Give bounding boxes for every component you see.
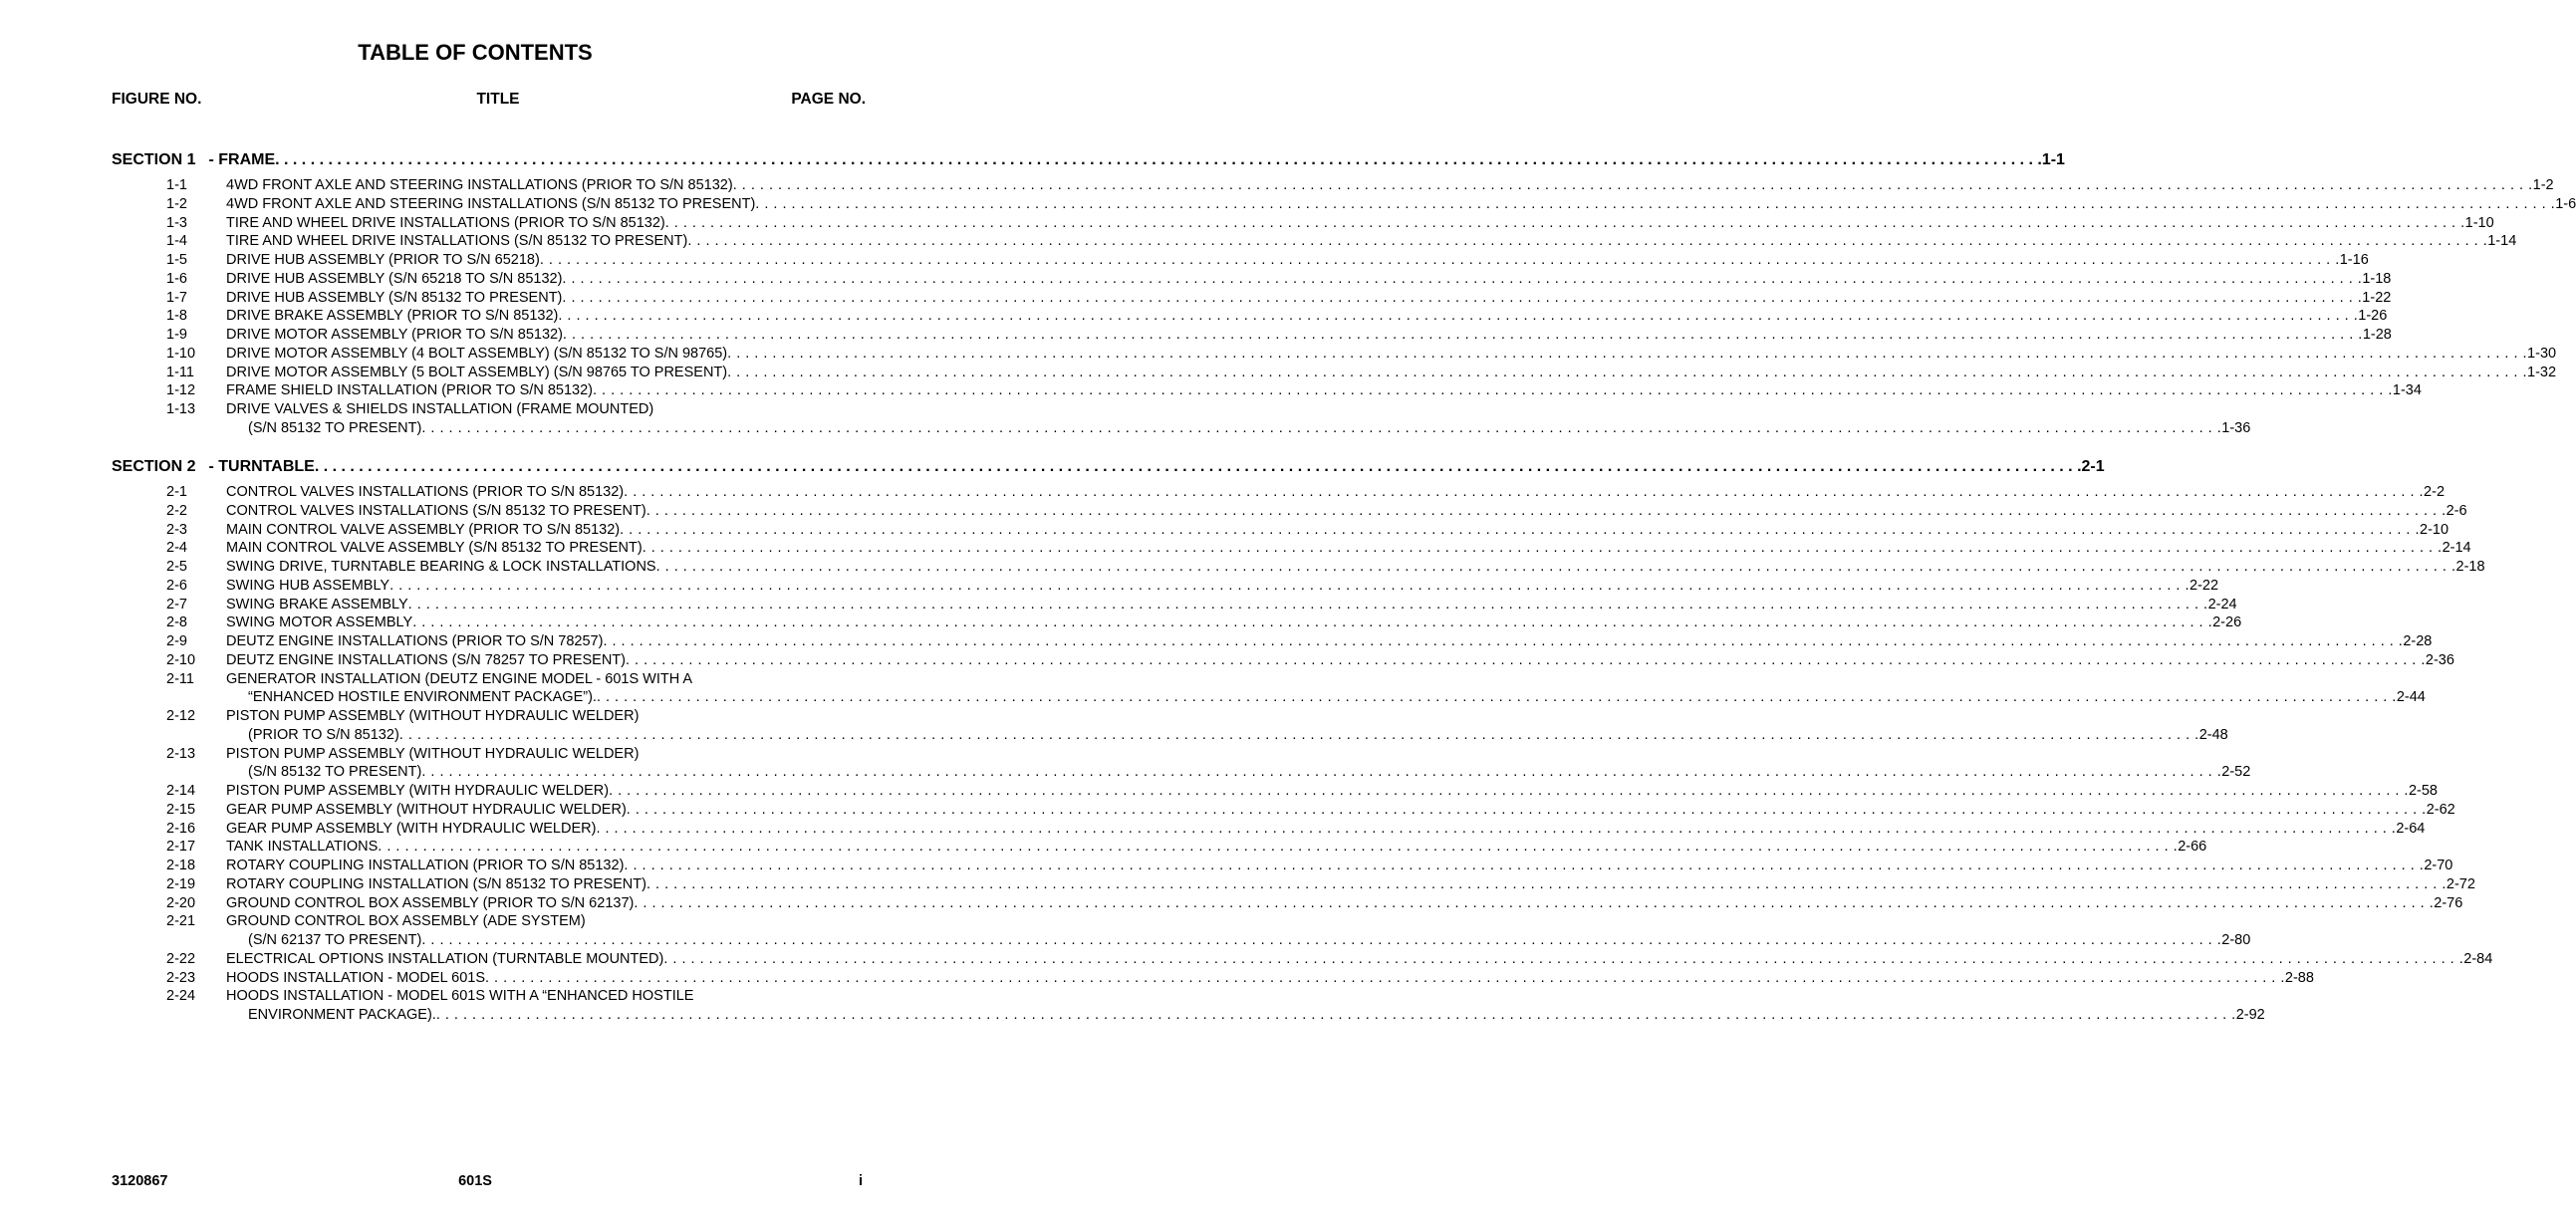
figure-number: 1-1: [166, 177, 187, 193]
dot-leader: . . . . . . . . . . . . . . . . . . . . . . . . . . . . . . . . . . . . . . . . . . . . . . . . . . . . . . . . . . . . . . . . . . . . . . . . . . . . . . . . . . . . . . . . . . . . . . . . . . . . . . . . . . . . . . . . . . . . . . . . . . . . . . . . . . . . . . . . . . . . . . . . . . . . . . . . . . . . . . . . . . . . . . . . . . . . . . . . . . . . . . . . . . . . . . . . . . . . . . . .: [624, 484, 2425, 500]
figure-number: 2-5: [166, 559, 187, 575]
figure-number: 2-20: [166, 894, 196, 911]
figure-number: 2-17: [166, 839, 196, 856]
toc-entry: [166, 401, 841, 420]
figure-title: ELECTRICAL OPTIONS INSTALLATION (TURNTABLE MOUNTED): [226, 950, 664, 967]
figure-title: GROUND CONTROL BOX ASSEMBLY (PRIOR TO S/N 62137): [226, 894, 635, 911]
figure-title: (S/N 85132 TO PRESENT): [248, 419, 422, 436]
figure-page-number: 1-30: [2527, 345, 2557, 362]
dot-leader: . . . . . . . . . . . . . . . . . . . . . . . . . . . . . . . . . . . . . . . . . . . . . . . . . . . . . . . . . . . . . . . . . . . . . . . . . . . . . . . . . . . . . . . . . . . . . . . . . . . . . . . . . . . . . . . . . . . . . . . . . . . . . . . . . . . . . . . . . . . . . . . . . . . . . . . . . . . . . . . . . . . . . . . . . . . . . . . . . . . . . . . . . . . . . . . . . . . . . . . .: [624, 858, 2425, 873]
dot-leader: . . . . . . . . . . . . . . . . . . . . . . . . . . . . . . . . . . . . . . . . . . . . . . . . . . . . . . . . . . . . . . . . . . . . . . . . . . . . . . . . . . . . . . . . . . . . . . . . . . . . . . . . . . . . . . . . . . . . . . . . . . . . . . . . . . . . . . . . . . . . . . . . . . . . . . . . . . . . . . . . . . . . . . . . . . . . . . . . . . . . . . . . . . . . . . . . . . . . . . . .: [596, 689, 2397, 706]
figure-page-number: 2-72: [2446, 875, 2475, 892]
dot-leader: . . . . . . . . . . . . . . . . . . . . . . . . . . . . . . . . . . . . . . . . . . . . . . . . . . . . . . . . . . . . . . . . . . . . . . . . . . . . . . . . . . . . . . . . . . . . . . . . . . . . . . . . . . . . . . . . . . . . . . . . . . . . . . . . . . . . . . . . . . . . . . . . . . . . . . . . . . . . . . . . . . . . . . . . . . . . . . . . . . . . . . . . . . . . . . . . . . . . . . . .: [732, 177, 2533, 193]
figure-page-number: 2-6: [2446, 502, 2467, 519]
dot-leader: . . . . . . . . . . . . . . . . . . . . . . . . . . . . . . . . . . . . . . . . . . . . . . . . . . . . . . . . . . . . . . . . . . . . . . . . . . . . . . . . . . . . . . . . . . . . . . . . . . . . . . . . . . . . . . . . . . . . . . . . . . . . . . . . . . . . . . . . . . . . . . . . . . . . . . . . . . . . . . . . . . . . . . . . . . . . . . . . . . . . . . . . . . . . . . . . . . . . . . . .: [634, 894, 2435, 911]
toc-entry: [166, 708, 841, 727]
figure-page-number: 1-6: [2555, 195, 2576, 212]
figure-number: 1-13: [166, 401, 196, 417]
figure-page-number: 1-26: [2358, 308, 2388, 325]
figure-page-number: 2-64: [2396, 820, 2426, 837]
figure-page-number: 2-88: [2284, 969, 2314, 986]
figure-number: 2-7: [166, 596, 187, 613]
figure-number: 2-19: [166, 875, 196, 892]
toc-entry: [166, 820, 2426, 840]
toc-entry: [166, 651, 2454, 671]
dot-leader: . . . . . . . . . . . . . . . . . . . . . . . . . . . . . . . . . . . . . . . . . . . . . . . . . . . . . . . . . . . . . . . . . . . . . . . . . . . . . . . . . . . . . . . . . . . . . . . . . . . . . . . . . . . . . . . . . . . . . . . . . . . . . . . . . . . . . . . . . . . . . . . . . . . . . . . . . . . . . . . . . . . . . . . . . . . . . . . . . . . . . . . . . . . . . . . . . . . . . . . .: [562, 270, 2363, 287]
toc-entry: [166, 252, 2369, 271]
figure-page-number: 2-58: [2408, 783, 2438, 799]
dot-leader: . . . . . . . . . . . . . . . . . . . . . . . . . . . . . . . . . . . . . . . . . . . . . . . . . . . . . . . . . . . . . . . . . . . . . . . . . . . . . . . . . . . . . . . . . . . . . . . . . . . . . . . . . . . . . . . . . . . . . . . . . . . . . . . . . . . . . . . . . . . . . . . . . . . . . . . . . . . . . . . . . . . . . . . . . . . . . . . . . . . . . . . . . . . . . . . . . . . . . . . .: [407, 596, 2208, 613]
dot-leader: . . . . . . . . . . . . . . . . . . . . . . . . . . . . . . . . . . . . . . . . . . . . . . . . . . . . . . . . . . . . . . . . . . . . . . . . . . . . . . . . . . . . . . . . . . . . . . . . . . . . . . . . . . . . . . . . . . . . . . . . . . . . . . . . . . . . . . . . . . . . . . . . . . . . . . . . . . . . . . . . . . . . . . . . . . . . . . . . . . . . . . . . . . . . . . . . . . . . . . . .: [603, 633, 2404, 649]
figure-page-number: 2-48: [2198, 726, 2228, 743]
figure-title: CONTROL VALVES INSTALLATIONS (PRIOR TO S/N 85132): [226, 484, 625, 500]
toc-entry: [166, 345, 2557, 365]
section-title: - FRAME: [208, 151, 276, 168]
dot-leader: . . . . . . . . . . . . . . . . . . . . . . . . . . . . . . . . . . . . . . . . . . . . . . . . . . . . . . . . . . . . . . . . . . . . . . . . . . . . . . . . . . . . . . . . . . . . . . . . . . . . . . . . . . . . . . . . . . . . . . . . . . . . . . . . . . . . . . . . . . . . . . . . . . . . . . . . . . . . . . . . . . . . . . . . . . . . . . . . . . . . . . . . . . . . . . . . . . . . . . . .: [727, 345, 2528, 362]
figure-number: 2-11: [166, 670, 194, 687]
figure-number: 1-12: [166, 382, 196, 399]
dot-leader: . . . . . . . . . . . . . . . . . . . . . . . . . . . . . . . . . . . . . . . . . . . . . . . . . . . . . . . . . . . . . . . . . . . . . . . . . . . . . . . . . . . . . . . . . . . . . . . . . . . . . . . . . . . . . . . . . . . . . . . . . . . . . . . . . . . . . . . . . . . . . . . . . . . . . . . . . . . . . . . . . . . . . . . . . . . . . . . . . . . . . . . . . . . . . . . . . . . . . . . .: [562, 327, 2363, 343]
figure-number: 2-3: [166, 521, 187, 538]
figure-title: (PRIOR TO S/N 85132): [248, 726, 399, 743]
toc-entry: [166, 214, 2494, 234]
dot-leader: . . . . . . . . . . . . . . . . . . . . . . . . . . . . . . . . . . . . . . . . . . . . . . . . . . . . . . . . . . . . . . . . . . . . . . . . . . . . . . . . . . . . . . . . . . . . . . . . . . . . . . . . . . . . . . . . . . . . . . . . . . . . . . . . . . . . . . . . . . . . . . . . . . . . . . . . . . . . . . . . . . . . . . . . . . . . . . . . . . . . . . . . . . . . . . . . . . . . . . . .: [562, 289, 2363, 306]
section-page-number: 2-1: [2081, 458, 2105, 475]
figure-title: HOODS INSTALLATION - MODEL 601S WITH A “ENHANCED HOSTILE: [226, 988, 694, 1005]
figure-number: 1-5: [166, 252, 187, 268]
figure-title: 4WD FRONT AXLE AND STEERING INSTALLATIONS (PRIOR TO S/N 85132): [226, 177, 733, 193]
figure-title: “ENHANCED HOSTILE ENVIRONMENT PACKAGE”).: [248, 689, 597, 706]
figure-title: DRIVE MOTOR ASSEMBLY (5 BOLT ASSEMBLY) (S/N 98765 TO PRESENT): [226, 364, 728, 380]
figure-number: 2-22: [166, 950, 196, 967]
figure-page-number: 2-24: [2207, 596, 2237, 613]
figure-number: 2-6: [166, 577, 187, 594]
dot-leader: . . . . . . . . . . . . . . . . . . . . . . . . . . . . . . . . . . . . . . . . . . . . . . . . . . . . . . . . . . . . . . . . . . . . . . . . . . . . . . . . . . . . . . . . . . . . . . . . . . . . . . . . . . . . . . . . . . . . . . . . . . . . . . . . . . . . . . . . . . . . . . . . . . . . . . . . . . . . . . . . . . . . . . . . . . . . . . . . . . . . . . . . . . . . . . . . . . . . . . . .: [421, 932, 2222, 948]
figure-page-number: 1-16: [2339, 252, 2369, 268]
figure-page-number: 2-18: [2455, 559, 2485, 575]
figure-title: PISTON PUMP ASSEMBLY (WITH HYDRAULIC WELDER): [226, 783, 610, 799]
figure-title: (S/N 62137 TO PRESENT): [248, 932, 422, 948]
figure-number: 2-14: [166, 783, 196, 799]
figure-title: DRIVE HUB ASSEMBLY (PRIOR TO S/N 65218): [226, 252, 540, 268]
toc-entry: [166, 783, 2438, 802]
toc-entry: [166, 801, 2455, 821]
dot-leader: . . . . . . . . . . . . . . . . . . . . . . . . . . . . . . . . . . . . . . . . . . . . . . . . . . . . . . . . . . . . . . . . . . . . . . . . . . . . . . . . . . . . . . . . . . . . . . . . . . . . . . . . . . . . . . . . . . . . . . . . . . . . . . . . . . . . . . . . . . . . . . . . . . . . . . . . . . . . . . . . . . . . . . . . . . . . . . . . . . . . . . . . . . . . . . . . . . . . . . . .: [645, 502, 2447, 519]
figure-page-number: 2-2: [2424, 484, 2446, 500]
toc-entry: [166, 382, 2422, 401]
toc-entry: [166, 502, 2467, 522]
figure-number: 2-12: [166, 708, 196, 724]
figure-title: ROTARY COUPLING INSTALLATION (S/N 85132 TO PRESENT): [226, 875, 646, 892]
figure-title: TIRE AND WHEEL DRIVE INSTALLATIONS (PRIOR TO S/N 85132): [226, 214, 665, 231]
toc-entry: [166, 671, 841, 690]
figure-number: 2-13: [166, 745, 196, 762]
figure-title: DRIVE MOTOR ASSEMBLY (PRIOR TO S/N 85132): [226, 327, 563, 343]
dot-leader: . . . . . . . . . . . . . . . . . . . . . . . . . . . . . . . . . . . . . . . . . . . . . . . . . . . . . . . . . . . . . . . . . . . . . . . . . . . . . . . . . . . . . . . . . . . . . . . . . . . . . . . . . . . . . . . . . . . . . . . . . . . . . . . . . . . . . . . . . . . . . . . . . . . . . . . . . . . . . . . . . . . . . . . . . . . . . . . . . . . . . . . . . . . . . . . . . . . . . . . .: [435, 1007, 2236, 1023]
figure-title: ROTARY COUPLING INSTALLATION (PRIOR TO S/N 85132): [226, 858, 625, 873]
dot-leader: . . . . . . . . . . . . . . . . . . . . . . . . . . . . . . . . . . . . . . . . . . . . . . . . . . . . . . . . . . . . . . . . . . . . . . . . . . . . . . . . . . . . . . . . . . . . . . . . . . . . . . . . . . . . . . . . . . . . . . . . . . . . . . . . . . . . . . . . . . . . . . . . . . . . . . . . . . . . . . . . . . . . . . . . . . . . . . . . . . . . . . . . . . . . . . . . . . . . . . . .: [378, 839, 2179, 856]
figure-number: 1-7: [166, 289, 187, 306]
figure-number: 2-21: [166, 913, 196, 930]
figure-title: DEUTZ ENGINE INSTALLATIONS (S/N 78257 TO PRESENT): [226, 651, 626, 668]
toc-entry: [166, 540, 2471, 559]
figure-number: 1-2: [166, 195, 187, 212]
toc-entry: [166, 327, 2392, 346]
dot-leader: . . . . . . . . . . . . . . . . . . . . . . . . . . . . . . . . . . . . . . . . . . . . . . . . . . . . . . . . . . . . . . . . . . . . . . . . . . . . . . . . . . . . . . . . . . . . . . . . . . . . . . . . . . . . . . . . . . . . . . . . . . . . . . . . . . . . . . . . . . . . . . . . . . . . . . . . . . . . . . . . . . . . . . . . . . . . . . . . . . . . . . . . . . . . . . . . . . . . . . . .: [626, 801, 2427, 818]
figure-number: 2-8: [166, 615, 187, 631]
figure-page-number: 1-10: [2464, 214, 2494, 231]
toc-entry: [166, 839, 2207, 858]
footer-document-number: 3120867: [112, 1173, 168, 1189]
toc-entry: [166, 289, 2392, 309]
figure-title: TANK INSTALLATIONS: [226, 839, 379, 856]
figure-title: SWING MOTOR ASSEMBLY: [226, 615, 413, 631]
toc-entry: [166, 419, 2251, 439]
dot-leader: . . . . . . . . . . . . . . . . . . . . . . . . . . . . . . . . . . . . . . . . . . . . . . . . . . . . . . . . . . . . . . . . . . . . . . . . . . . . . . . . . . . . . . . . . . . . . . . . . . . . . . . . . . . . . . . . . . . . . . . . . . . . . . . . . . . . . . . . . . . . . . . . . . . . . . . . . . . . . . . . . . . . . . . . . . . . . . . . . . . . . . . . . . . . . . . . . . . . . . . .: [421, 764, 2222, 781]
toc-entry: [166, 726, 2228, 746]
figure-page-number: 2-80: [2221, 932, 2251, 948]
dot-leader: . . . . . . . . . . . . . . . . . . . . . . . . . . . . . . . . . . . . . . . . . . . . . . . . . . . . . . . . . . . . . . . . . . . . . . . . . . . . . . . . . . . . . . . . . . . . . . . . . . . . . . . . . . . . . . . . . . . . . . . . . . . . . . . . . . . . . . . . . . . . . . . . . . . . . . . . . . . . . . . . . . . . . . . . . . . . . . . . . . . . . . . . . . . . . . . . . . . . . . . .: [626, 651, 2426, 668]
footer-model: 601S: [458, 1173, 492, 1189]
figure-page-number: 2-76: [2434, 894, 2463, 911]
toc-entry: [166, 988, 841, 1007]
dot-leader: . . . . . . . . . . . . . . . . . . . . . . . . . . . . . . . . . . . . . . . . . . . . . . . . . . . . . . . . . . . . . . . . . . . . . . . . . . . . . . . . . . . . . . . . . . . . . . . . . . . . . . . . . . . . . . . . . . . . . . . . . . . . . . . . . . . . . . . . . . . . . . . . . . . . . . . . . . . . . . . . . . . . . . . . . . . . . . . . . . . . . . . . . . . . . . . . . . . . . . . .: [664, 214, 2465, 231]
toc-entry: [166, 177, 2554, 196]
toc-entry: [166, 950, 2493, 970]
figure-title: SWING HUB ASSEMBLY: [226, 577, 390, 594]
figure-page-number: 1-28: [2362, 327, 2392, 343]
toc-entry: [166, 308, 2388, 327]
figure-page-number: 1-18: [2362, 270, 2392, 287]
figure-page-number: 2-22: [2190, 577, 2219, 594]
figure-page-number: 2-92: [2235, 1007, 2265, 1023]
toc-entry: [166, 932, 2251, 951]
figure-number: 1-8: [166, 308, 187, 325]
toc-entry: [166, 913, 841, 932]
dot-leader: . . . . . . . . . . . . . . . . . . . . . . . . . . . . . . . . . . . . . . . . . . . . . . . . . . . . . . . . . . . . . . . . . . . . . . . . . . . . . . . . . . . . . . . . . . . . . . . . . . . . . . . . . . . . . . . . . . . . . . . . . . . . . . . . . . . . . . . . . . . . . . . . . . . . . . . . . . . . . . . . . . . . . . . . . . . . . . . . . . . . . . . . . . . . . . . . . . . . . . . .: [596, 820, 2397, 837]
figure-page-number: 1-14: [2487, 233, 2517, 250]
dot-leader: . . . . . . . . . . . . . . . . . . . . . . . . . . . . . . . . . . . . . . . . . . . . . . . . . . . . . . . . . . . . . . . . . . . . . . . . . . . . . . . . . . . . . . . . . . . . . . . . . . . . . . . . . . . . . . . . . . . . . . . . . . . . . . . . . . . . . . . . . . . . . . . . . . . . . . . . . . . . . . . . . . . . . . . . . . . . . . . . . . . . . . . . . . . . . . . . . . . . . . . .: [412, 615, 2213, 631]
dot-leader: . . . . . . . . . . . . . . . . . . . . . . . . . . . . . . . . . . . . . . . . . . . . . . . . . . . . . . . . . . . . . . . . . . . . . . . . . . . . . . . . . . . . . . . . . . . . . . . . . . . . . . . . . . . . . . . . . . . . . . . . . . . . . . . . . . . . . . . . . . . . . . . . . . . . . . . . . . . . . . . . . . . . . . . . . . . . . . . . . . . . . . . . . . . . . . . . . . . . . . . .: [727, 364, 2528, 380]
toc-entry: [166, 875, 2475, 895]
figure-page-number: 1-22: [2362, 289, 2392, 306]
toc-entry: [166, 577, 2219, 597]
figure-page-number: 1-34: [2392, 382, 2422, 399]
figure-title: SWING DRIVE, TURNTABLE BEARING & LOCK INSTALLATIONS: [226, 559, 656, 575]
column-header-title: TITLE: [476, 91, 520, 108]
toc-entry: [166, 1007, 2265, 1026]
section-page-number: 1-1: [2041, 151, 2065, 168]
page-title: TABLE OF CONTENTS: [358, 40, 593, 65]
figure-title: PISTON PUMP ASSEMBLY (WITHOUT HYDRAULIC WELDER): [226, 745, 640, 762]
figure-title: ENVIRONMENT PACKAGE).: [248, 1007, 436, 1023]
figure-title: DRIVE VALVES & SHIELDS INSTALLATION (FRAME MOUNTED): [226, 401, 654, 417]
toc-entry: [166, 615, 2242, 633]
column-header-figure-no: FIGURE NO.: [112, 91, 202, 108]
dot-leader: . . . . . . . . . . . . . . . . . . . . . . . . . . . . . . . . . . . . . . . . . . . . . . . . . . . . . . . . . . . . . . . . . . . . . . . . . . . . . . . . . . . . . . . . . . . . . . . . . . . . . . . . . . . . . . . . . . . . . . . . . . . . . . . . . . . . . . . . . . . . . . . . . . . . . . . . . . . . . . . . . . . . . . . . . . . . . . . . . . . . . . . . . . . . . . . . . . . . . . . .: [609, 783, 2409, 799]
figure-title: 4WD FRONT AXLE AND STEERING INSTALLATIONS (S/N 85132 TO PRESENT): [226, 195, 756, 212]
figure-number: 2-1: [166, 484, 187, 500]
dot-leader: . . . . . . . . . . . . . . . . . . . . . . . . . . . . . . . . . . . . . . . . . . . . . . . . . . . . . . . . . . . . . . . . . . . . . . . . . . . . . . . . . . . . . . . . . . . . . . . . . . . . . . . . . . . . . . . . . . . . . . . . . . . . . . . . . . . . . . . . . . . . . . . . . . . . . . . . . . . . . . . . . . . . . . . . . . . . . . . . . . . . . . . . . . . . . . . . . . . . . . . .: [421, 419, 2222, 436]
figure-number: 2-23: [166, 969, 196, 986]
dot-leader: . . . . . . . . . . . . . . . . . . . . . . . . . . . . . . . . . . . . . . . . . . . . . . . . . . . . . . . . . . . . . . . . . . . . . . . . . . . . . . . . . . . . . . . . . . . . . . . . . . . . . . . . . . . . . . . . . . . . . . . . . . . . . . . . . . . . . . . . . . . . . . . . . . . . . . . . . . . . . . . . . . . . . . . . . . . . . . . . . . . . . . . . . . . . . . . . . . . . . . . .: [642, 540, 2443, 557]
toc-entry: [166, 596, 2237, 615]
figure-title: GEAR PUMP ASSEMBLY (WITH HYDRAULIC WELDER): [226, 820, 597, 837]
toc-entry: [166, 364, 2557, 383]
figure-page-number: 2-36: [2425, 651, 2454, 668]
figure-number: 2-18: [166, 858, 196, 873]
figure-number: 2-10: [166, 651, 196, 668]
figure-title: DRIVE HUB ASSEMBLY (S/N 85132 TO PRESENT): [226, 289, 563, 306]
toc-entry: [166, 689, 2426, 708]
figure-number: 1-11: [166, 364, 194, 380]
figure-page-number: 2-14: [2442, 540, 2471, 557]
dot-leader: . . . . . . . . . . . . . . . . . . . . . . . . . . . . . . . . . . . . . . . . . . . . . . . . . . . . . . . . . . . . . . . . . . . . . . . . . . . . . . . . . . . . . . . . . . . . . . . . . . . . . . . . . . . . . . . . . . . . . . . . . . . . . . . . . . . . . . . . . . . . . . . . . . . . . . . . . . . . . . . . . . . . . . . . . . . . . . . . . . . . . . . . . . . . . . . . . . . . . . . .: [663, 950, 2464, 967]
figure-page-number: 2-66: [2178, 839, 2207, 856]
section-heading: [112, 151, 2065, 173]
figure-number: 2-24: [166, 988, 196, 1005]
toc-entry: [166, 521, 2449, 541]
section-label: SECTION 1: [112, 151, 196, 168]
figure-page-number: 2-52: [2221, 764, 2251, 781]
figure-number: 1-9: [166, 327, 187, 343]
figure-number: 1-3: [166, 214, 187, 231]
toc-entry: [166, 746, 841, 765]
section-title: - TURNTABLE: [208, 458, 315, 475]
footer-page-number: i: [858, 1173, 863, 1189]
section-heading: [112, 458, 2105, 480]
figure-page-number: 1-2: [2532, 177, 2554, 193]
toc-entry: [166, 559, 2485, 578]
figure-number: 1-10: [166, 345, 196, 362]
toc-entry: [166, 633, 2433, 652]
toc-entry: [166, 764, 2251, 783]
toc-entry: [166, 233, 2517, 252]
figure-title: DRIVE MOTOR ASSEMBLY (4 BOLT ASSEMBLY) (S/N 85132 TO S/N 98765): [226, 345, 728, 362]
figure-title: DEUTZ ENGINE INSTALLATIONS (PRIOR TO S/N 78257): [226, 633, 604, 649]
figure-title: FRAME SHIELD INSTALLATION (PRIOR TO S/N 85132): [226, 382, 593, 399]
toc-entry: [166, 969, 2314, 989]
figure-page-number: 2-62: [2426, 801, 2455, 818]
figure-page-number: 1-32: [2527, 364, 2557, 380]
figure-page-number: 2-26: [2212, 615, 2242, 631]
figure-number: 2-2: [166, 502, 187, 519]
figure-title: GEAR PUMP ASSEMBLY (WITHOUT HYDRAULIC WELDER): [226, 801, 627, 818]
column-header-page-no: PAGE NO.: [791, 91, 866, 108]
dot-leader: . . . . . . . . . . . . . . . . . . . . . . . . . . . . . . . . . . . . . . . . . . . . . . . . . . . . . . . . . . . . . . . . . . . . . . . . . . . . . . . . . . . . . . . . . . . . . . . . . . . . . . . . . . . . . . . . . . . . . . . . . . . . . . . . . . . . . . . . . . . . . . . . . . . . . . . . . . . . . . . . . . . . . . . . . . . . . . . . . . . . . . . . . . . . . . . . . . . . . . . .: [485, 969, 2285, 986]
figure-title: (S/N 85132 TO PRESENT): [248, 764, 422, 781]
figure-page-number: 2-10: [2420, 521, 2449, 538]
section-label: SECTION 2: [112, 458, 196, 475]
figure-title: SWING BRAKE ASSEMBLY: [226, 596, 408, 613]
dot-leader: . . . . . . . . . . . . . . . . . . . . . . . . . . . . . . . . . . . . . . . . . . . . . . . . . . . . . . . . . . . . . . . . . . . . . . . . . . . . . . . . . . . . . . . . . . . . . . . . . . . . . . . . . . . . . . . . . . . . . . . . . . . . . . . . . . . . . . . . . . . . . . . . . . . . . . . . . . . . . . . . . . . . . . . . . . . . . . . . . . . . . . . . . . . . . . . . . . . . . . . .: [645, 875, 2447, 892]
dot-leader: . . . . . . . . . . . . . . . . . . . . . . . . . . . . . . . . . . . . . . . . . . . . . . . . . . . . . . . . . . . . . . . . . . . . . . . . . . . . . . . . . . . . . . . . . . . . . . . . . . . . . . . . . . . . . . . . . . . . . . . . . . . . . . . . . . . . . . . . . . . . . . . . . . . . . . . . . . . . . . . . . . . . . . . . . . . . . . . . . . . . . . . . . . . . . . . . . . . . . . . .: [275, 151, 2042, 168]
figure-title: DRIVE HUB ASSEMBLY (S/N 65218 TO S/N 85132): [226, 270, 563, 287]
toc-entry: [166, 270, 2392, 290]
figure-title: MAIN CONTROL VALVE ASSEMBLY (S/N 85132 TO PRESENT): [226, 540, 643, 557]
figure-title: MAIN CONTROL VALVE ASSEMBLY (PRIOR TO S/N 85132): [226, 521, 621, 538]
figure-page-number: 2-70: [2424, 858, 2453, 873]
figure-title: DRIVE BRAKE ASSEMBLY (PRIOR TO S/N 85132): [226, 308, 559, 325]
figure-page-number: 2-84: [2463, 950, 2493, 967]
dot-leader: . . . . . . . . . . . . . . . . . . . . . . . . . . . . . . . . . . . . . . . . . . . . . . . . . . . . . . . . . . . . . . . . . . . . . . . . . . . . . . . . . . . . . . . . . . . . . . . . . . . . . . . . . . . . . . . . . . . . . . . . . . . . . . . . . . . . . . . . . . . . . . . . . . . . . . . . . . . . . . . . . . . . . . . . . . . . . . . . . . . . . . . . . . . . . . . . . . . . . . . .: [314, 458, 2082, 475]
dot-leader: . . . . . . . . . . . . . . . . . . . . . . . . . . . . . . . . . . . . . . . . . . . . . . . . . . . . . . . . . . . . . . . . . . . . . . . . . . . . . . . . . . . . . . . . . . . . . . . . . . . . . . . . . . . . . . . . . . . . . . . . . . . . . . . . . . . . . . . . . . . . . . . . . . . . . . . . . . . . . . . . . . . . . . . . . . . . . . . . . . . . . . . . . . . . . . . . . . . . . . . .: [558, 308, 2359, 325]
figure-title: GENERATOR INSTALLATION (DEUTZ ENGINE MODEL - 601S WITH A: [226, 670, 693, 687]
toc-entry: [166, 195, 2576, 215]
toc-entry: [166, 894, 2463, 914]
figure-number: 2-9: [166, 633, 187, 649]
figure-title: CONTROL VALVES INSTALLATIONS (S/N 85132 TO PRESENT): [226, 502, 646, 519]
dot-leader: . . . . . . . . . . . . . . . . . . . . . . . . . . . . . . . . . . . . . . . . . . . . . . . . . . . . . . . . . . . . . . . . . . . . . . . . . . . . . . . . . . . . . . . . . . . . . . . . . . . . . . . . . . . . . . . . . . . . . . . . . . . . . . . . . . . . . . . . . . . . . . . . . . . . . . . . . . . . . . . . . . . . . . . . . . . . . . . . . . . . . . . . . . . . . . . . . . . . . . . .: [620, 521, 2421, 538]
figure-page-number: 2-44: [2396, 689, 2426, 706]
dot-leader: . . . . . . . . . . . . . . . . . . . . . . . . . . . . . . . . . . . . . . . . . . . . . . . . . . . . . . . . . . . . . . . . . . . . . . . . . . . . . . . . . . . . . . . . . . . . . . . . . . . . . . . . . . . . . . . . . . . . . . . . . . . . . . . . . . . . . . . . . . . . . . . . . . . . . . . . . . . . . . . . . . . . . . . . . . . . . . . . . . . . . . . . . . . . . . . . . . . . . . . .: [755, 195, 2556, 212]
figure-number: 2-15: [166, 801, 196, 818]
toc-entry: [166, 858, 2453, 876]
figure-page-number: 2-28: [2403, 633, 2433, 649]
toc-entry: [166, 484, 2446, 503]
dot-leader: . . . . . . . . . . . . . . . . . . . . . . . . . . . . . . . . . . . . . . . . . . . . . . . . . . . . . . . . . . . . . . . . . . . . . . . . . . . . . . . . . . . . . . . . . . . . . . . . . . . . . . . . . . . . . . . . . . . . . . . . . . . . . . . . . . . . . . . . . . . . . . . . . . . . . . . . . . . . . . . . . . . . . . . . . . . . . . . . . . . . . . . . . . . . . . . . . . . . . . . .: [539, 252, 2340, 268]
figure-title: PISTON PUMP ASSEMBLY (WITHOUT HYDRAULIC WELDER): [226, 708, 640, 724]
figure-number: 2-16: [166, 820, 196, 837]
figure-number: 1-6: [166, 270, 187, 287]
figure-title: HOODS INSTALLATION - MODEL 601S: [226, 969, 485, 986]
dot-leader: . . . . . . . . . . . . . . . . . . . . . . . . . . . . . . . . . . . . . . . . . . . . . . . . . . . . . . . . . . . . . . . . . . . . . . . . . . . . . . . . . . . . . . . . . . . . . . . . . . . . . . . . . . . . . . . . . . . . . . . . . . . . . . . . . . . . . . . . . . . . . . . . . . . . . . . . . . . . . . . . . . . . . . . . . . . . . . . . . . . . . . . . . . . . . . . . . . . . . . . .: [592, 382, 2393, 399]
figure-number: 2-4: [166, 540, 187, 557]
dot-leader: . . . . . . . . . . . . . . . . . . . . . . . . . . . . . . . . . . . . . . . . . . . . . . . . . . . . . . . . . . . . . . . . . . . . . . . . . . . . . . . . . . . . . . . . . . . . . . . . . . . . . . . . . . . . . . . . . . . . . . . . . . . . . . . . . . . . . . . . . . . . . . . . . . . . . . . . . . . . . . . . . . . . . . . . . . . . . . . . . . . . . . . . . . . . . . . . . . . . . . . .: [398, 726, 2199, 743]
dot-leader: . . . . . . . . . . . . . . . . . . . . . . . . . . . . . . . . . . . . . . . . . . . . . . . . . . . . . . . . . . . . . . . . . . . . . . . . . . . . . . . . . . . . . . . . . . . . . . . . . . . . . . . . . . . . . . . . . . . . . . . . . . . . . . . . . . . . . . . . . . . . . . . . . . . . . . . . . . . . . . . . . . . . . . . . . . . . . . . . . . . . . . . . . . . . . . . . . . . . . . . .: [655, 559, 2456, 575]
figure-title: TIRE AND WHEEL DRIVE INSTALLATIONS (S/N 85132 TO PRESENT): [226, 233, 688, 250]
dot-leader: . . . . . . . . . . . . . . . . . . . . . . . . . . . . . . . . . . . . . . . . . . . . . . . . . . . . . . . . . . . . . . . . . . . . . . . . . . . . . . . . . . . . . . . . . . . . . . . . . . . . . . . . . . . . . . . . . . . . . . . . . . . . . . . . . . . . . . . . . . . . . . . . . . . . . . . . . . . . . . . . . . . . . . . . . . . . . . . . . . . . . . . . . . . . . . . . . . . . . . . .: [389, 577, 2190, 594]
figure-number: 1-4: [166, 233, 187, 250]
figure-title: GROUND CONTROL BOX ASSEMBLY (ADE SYSTEM): [226, 913, 586, 930]
dot-leader: . . . . . . . . . . . . . . . . . . . . . . . . . . . . . . . . . . . . . . . . . . . . . . . . . . . . . . . . . . . . . . . . . . . . . . . . . . . . . . . . . . . . . . . . . . . . . . . . . . . . . . . . . . . . . . . . . . . . . . . . . . . . . . . . . . . . . . . . . . . . . . . . . . . . . . . . . . . . . . . . . . . . . . . . . . . . . . . . . . . . . . . . . . . . . . . . . . . . . . . .: [687, 233, 2488, 250]
figure-page-number: 1-36: [2221, 419, 2251, 436]
